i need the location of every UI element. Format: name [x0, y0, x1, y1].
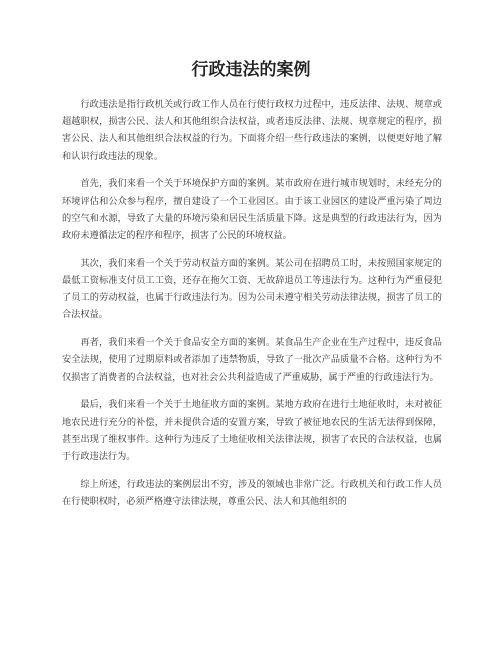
paragraph-food-safety-case: 再者，我们来看一个关于食品安全方面的案例。某食品生产企业在生产过程中，违反食品安全法规，使用了过期原料或者添加了违禁物质，导致了一批次产品质量不合格。这种行为不仅损害了消费者的合法权益，也对社会公共利益造成了严重威胁，属于严重的行政违法行为。	[62, 337, 442, 383]
paragraph-environment-case: 首先，我们来看一个关于环境保护方面的案例。某市政府在进行城市规划时，未经充分的环境评估和公众参与程序，擅自建设了一个工业园区。由于该工业园区的建设严重污染了周边的空气和水源，导致了大量的环境污染和居民生活质量下降。这是典型的行政违法行为，因为政府未遵循法定的程序和程序，损害了公民的环境权益。	[62, 178, 442, 242]
paragraph-intro: 行政违法是指行政机关或行政工作人员在行使行政权力过程中，违反法律、法规、规章或超越职权，损害公民、法人和其他组织合法权益，或者违反法律、法规、规章规定的程序，损害公民、法人和其他组织合法权益的行为。下面将介绍一些行政违法的案例，以便更好地了解和认识行政违法的现象。	[62, 99, 442, 162]
paragraph-summary: 综上所述，行政违法的案例层出不穷，涉及的领域也非常广泛。行政机关和行政工作人员在行使职权时，必须严格遵守法律法规，尊重公民、法人和其他组织的	[62, 478, 442, 508]
paragraph-land-case: 最后，我们来看一个关于土地征收方面的案例。某地方政府在进行土地征收时，未对被征地农民进行充分的补偿，并未提供合适的安置方案，导致了被征地农民的生活无法得到保障，甚至出现了维权事件。这种行为违反了土地征收相关法律法规，损害了农民的合法权益，也属于行政违法行为。	[62, 399, 442, 463]
document-body	[62, 96, 442, 521]
document-title: 行政违法的案例	[191, 60, 311, 80]
paragraph-labor-case: 其次，我们来看一个关于劳动权益方面的案例。某公司在招聘员工时，未按照国家规定的最低工资标准支付员工工资，还存在拖欠工资、无故辞退员工等违法行为。这种行为严重侵犯了员工的劳动权益，也属于行政违法行为。因为公司未遵守相关劳动法律法规，损害了员工的合法权益。	[62, 257, 442, 321]
